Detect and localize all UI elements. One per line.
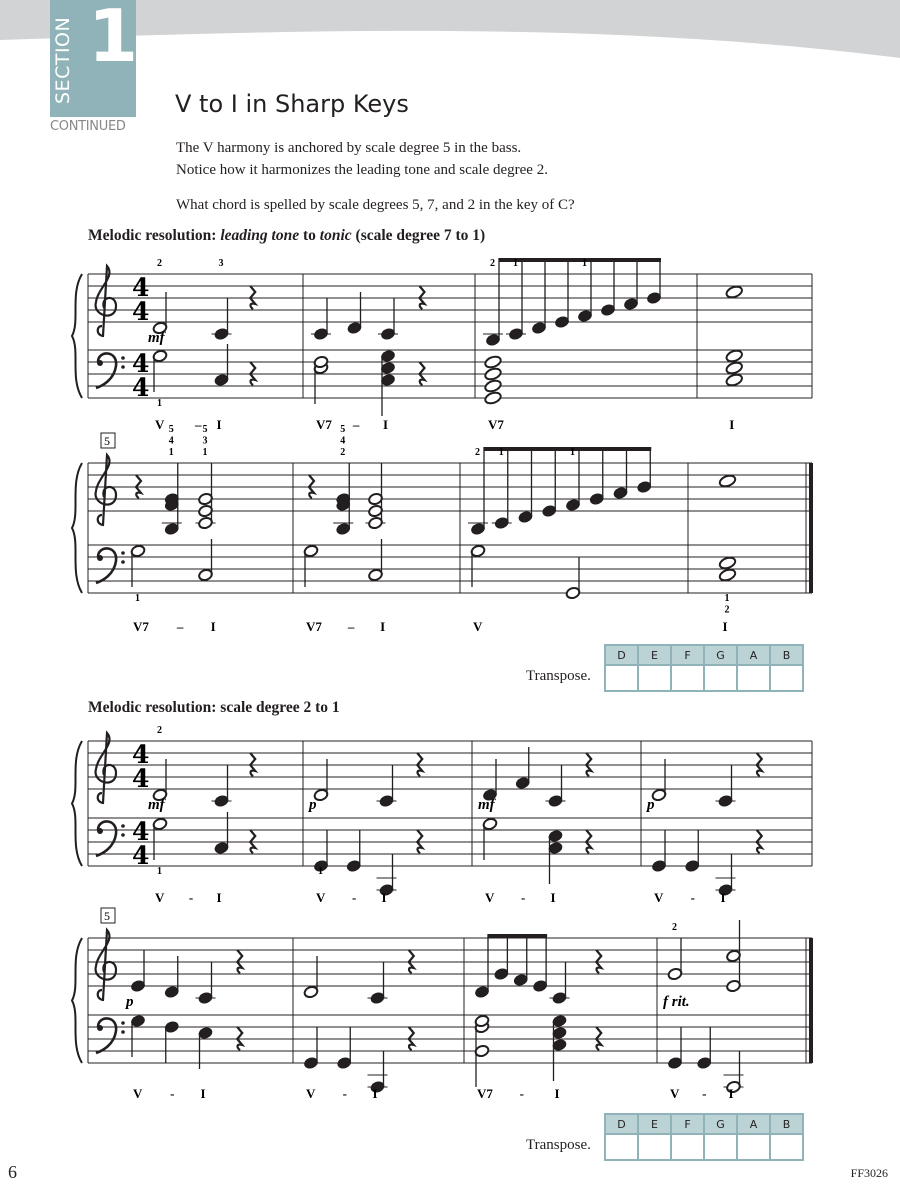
brace <box>72 463 82 593</box>
bass-clef-dot <box>121 560 125 564</box>
roman-numeral-label: V <box>485 890 495 905</box>
key-header: D <box>605 1114 638 1134</box>
roman-numeral-label: I <box>383 417 389 432</box>
fingering: 2 <box>724 604 730 616</box>
key-header: A <box>737 1114 770 1134</box>
roman-numeral-label: I <box>554 1086 560 1101</box>
fingering: 4 <box>340 435 346 447</box>
fingering: 5 <box>340 424 346 435</box>
bass-clef-dot <box>121 824 125 828</box>
bass-clef-dot <box>121 1030 125 1034</box>
beam <box>488 934 547 938</box>
key-header: F <box>671 645 704 665</box>
dynamic-marking: mf <box>148 330 165 346</box>
fingering: 4 <box>168 435 174 447</box>
intro-line-1: The V harmony is anchored by scale degree 5 in the bass. <box>176 140 522 156</box>
treble-clef-icon <box>96 733 116 803</box>
roman-numeral-label: V <box>670 1086 680 1101</box>
fingering: 3 <box>218 258 224 269</box>
roman-numeral-label: I <box>381 890 387 905</box>
roman-numeral-label: I <box>210 619 216 634</box>
roman-numeral-label: I <box>380 619 386 634</box>
fingering: 1 <box>157 398 162 409</box>
roman-numeral-label: I <box>722 619 728 634</box>
dynamic-marking: mf <box>478 797 495 813</box>
page-title: V to I in Sharp Keys <box>175 90 409 118</box>
bass-clef-icon <box>96 821 116 856</box>
key-header: B <box>770 645 803 665</box>
intro-line-2: Notice how it harmonizes the leading tone and scale degree 2. <box>176 162 548 178</box>
roman-numeral-label: I <box>216 417 222 432</box>
fingering: 2 <box>157 258 162 269</box>
bass-clef-dot <box>121 365 125 369</box>
treble-clef-icon <box>96 930 116 1000</box>
time-signature: 4 <box>132 349 150 378</box>
time-signature: 4 <box>132 817 150 846</box>
roman-numeral-label: - <box>519 1086 524 1101</box>
roman-numeral-label: I <box>216 890 222 905</box>
fingering: 1 <box>582 258 587 269</box>
brace <box>72 274 82 398</box>
whole-note <box>484 367 502 381</box>
time-signature: 4 <box>132 297 150 326</box>
roman-numeral-label: V <box>155 890 165 905</box>
roman-numeral-label: – <box>176 619 184 634</box>
fingering: 1 <box>135 593 140 604</box>
whole-note <box>484 355 502 369</box>
roman-numeral-label: - <box>188 890 194 905</box>
final-barline-thick <box>809 463 813 593</box>
roman-numeral-label: V <box>654 890 664 905</box>
key-header: E <box>638 1114 671 1134</box>
roman-numeral-label: V <box>133 1086 143 1101</box>
heading-text: to <box>299 227 320 244</box>
roman-numeral-label: V <box>306 1086 316 1101</box>
measure-number: 5 <box>104 434 110 448</box>
catalog-code: FF3026 <box>850 1166 888 1180</box>
treble-clef-icon <box>96 266 116 336</box>
dynamic-marking: p <box>647 797 655 813</box>
fingering: 1 <box>318 866 323 877</box>
roman-numeral-label: – <box>347 619 355 634</box>
fingering: 2 <box>672 922 677 933</box>
roman-numeral-label: - <box>690 890 695 905</box>
time-signature: 4 <box>132 740 150 769</box>
roman-numeral-label: V7 <box>477 1086 493 1101</box>
fingering: 1 <box>202 447 208 458</box>
roman-numeral-label: I <box>550 890 556 905</box>
fingering: 2 <box>157 725 162 736</box>
continued-label: CONTINUED <box>50 119 126 134</box>
fingering: 1 <box>513 258 518 269</box>
roman-numeral-label: V7 <box>133 619 149 634</box>
time-signature: 4 <box>132 273 150 302</box>
whole-note <box>725 349 743 363</box>
roman-numeral-label: V <box>473 619 483 634</box>
key-header: F <box>671 1114 704 1134</box>
dynamic-marking: f rit. <box>663 994 690 1010</box>
roman-numeral-label: – <box>194 417 202 432</box>
fingering: 2 <box>475 447 480 458</box>
whole-note <box>718 474 736 488</box>
beam <box>484 447 651 451</box>
time-signature: 4 <box>132 764 150 793</box>
fingering: 5 <box>202 424 208 435</box>
transpose-label: Transpose. <box>526 1137 591 1153</box>
bass-clef-icon <box>97 828 103 834</box>
section-label: SECTION <box>52 16 74 104</box>
roman-numeral-label: I <box>728 1086 734 1101</box>
dynamic-marking: p <box>126 994 134 1010</box>
bass-clef-dot <box>121 833 125 837</box>
fingering: 2 <box>340 447 346 458</box>
fingering: 1 <box>157 866 162 877</box>
heading-italic: tonic <box>319 227 352 244</box>
bass-clef-icon <box>97 360 103 366</box>
transpose-label: Transpose. <box>526 668 591 684</box>
whole-note <box>484 391 502 405</box>
heading-italic: leading tone <box>220 227 300 244</box>
bass-clef-icon <box>97 1025 103 1031</box>
section-number: 1 <box>88 0 139 78</box>
whole-note <box>725 285 743 299</box>
fingering: 3 <box>202 435 208 447</box>
roman-numeral-label: – <box>352 417 360 432</box>
fingering: 1 <box>570 447 575 458</box>
dynamic-marking: p <box>309 797 317 813</box>
roman-numeral-label: - <box>342 1086 347 1101</box>
roman-numeral-label: V <box>155 417 165 432</box>
dynamic-marking: mf <box>148 797 165 813</box>
bass-clef-icon <box>96 353 116 388</box>
roman-numeral-label: V7 <box>488 417 504 432</box>
key-header: G <box>704 645 737 665</box>
key-header: D <box>605 645 638 665</box>
roman-numeral-label: I <box>372 1086 378 1101</box>
roman-numeral-label: I <box>720 890 726 905</box>
roman-numeral-label: V7 <box>306 619 322 634</box>
heading-text: Melodic resolution: <box>88 227 221 244</box>
roman-numeral-label: I <box>200 1086 206 1101</box>
fingering: 2 <box>490 258 495 269</box>
whole-note <box>718 556 736 570</box>
heading-text: (scale degree 7 to 1) <box>351 227 486 244</box>
whole-note <box>718 568 736 582</box>
fingering: 1 <box>498 447 504 458</box>
fingering: 1 <box>168 447 174 458</box>
intro-question: What chord is spelled by scale degrees 5, 7, and 2 in the key of C? <box>176 197 575 213</box>
fingering: 5 <box>168 424 174 435</box>
key-header: A <box>737 645 770 665</box>
bass-clef-dot <box>121 551 125 555</box>
final-barline-thick <box>809 938 813 1063</box>
bass-clef-icon <box>96 1018 116 1053</box>
key-header: G <box>704 1114 737 1134</box>
roman-numeral-label: V <box>316 890 326 905</box>
page-number: 6 <box>8 1162 17 1182</box>
bass-clef-dot <box>121 356 125 360</box>
roman-numeral-label: - <box>352 890 357 905</box>
treble-clef-icon <box>96 455 116 525</box>
whole-note <box>484 379 502 393</box>
beam <box>499 258 661 262</box>
roman-numeral-label: - <box>702 1086 707 1101</box>
whole-note <box>725 373 743 387</box>
fingering: 1 <box>724 593 730 604</box>
exercise-2-heading: Melodic resolution: scale degree 2 to 1 <box>88 699 340 716</box>
roman-numeral-label: - <box>170 1086 175 1101</box>
bass-clef-icon <box>96 548 116 583</box>
roman-numeral-label: I <box>729 417 735 432</box>
key-header: B <box>770 1114 803 1134</box>
bass-clef-icon <box>97 555 103 561</box>
brace <box>72 938 82 1063</box>
time-signature: 4 <box>132 373 150 402</box>
whole-note <box>725 361 743 375</box>
key-header: E <box>638 645 671 665</box>
measure-number: 5 <box>104 909 110 923</box>
bass-clef-dot <box>121 1021 125 1025</box>
roman-numeral-label: V7 <box>316 417 332 432</box>
brace <box>72 741 82 866</box>
time-signature: 4 <box>132 841 150 870</box>
roman-numeral-label: - <box>521 890 526 905</box>
